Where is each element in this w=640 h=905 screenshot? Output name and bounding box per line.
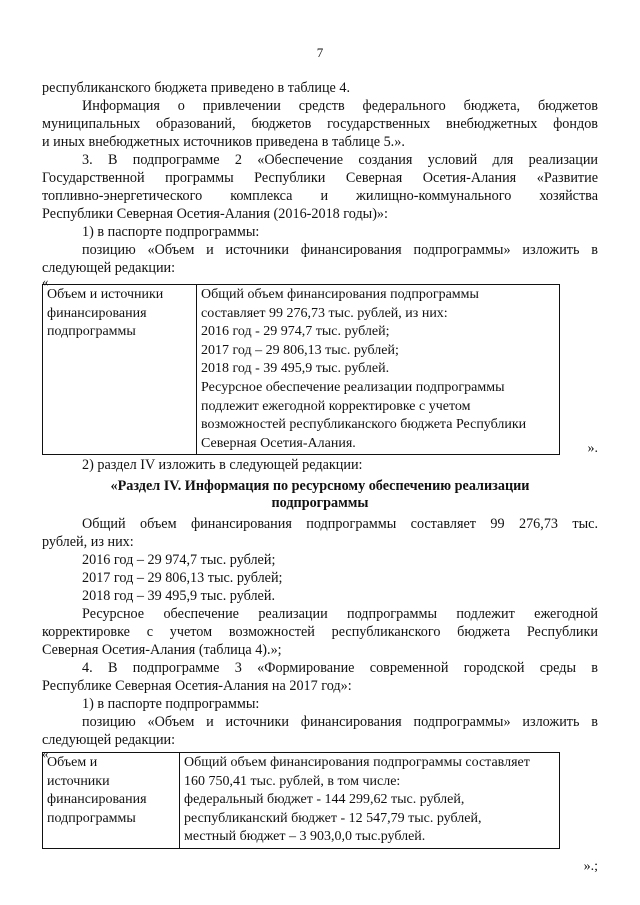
cell-line: Объем и источники [47, 287, 164, 302]
cell-line: Ресурсное обеспечение реализации подпрограммы [201, 379, 505, 395]
cell-line: 160 750,41 тыс. рублей, в том числе: [184, 773, 401, 789]
paragraph-line: 2017 год – 29 806,13 тыс. рублей; [82, 570, 283, 586]
cell-line: подпрограммы [47, 324, 136, 340]
paragraph-line: топливно-энергетического комплекса и жилищно-коммунального хозяйства [42, 188, 598, 204]
paragraph-line: позицию «Объем и источники финансирования подпрограммы» изложить в [82, 714, 598, 730]
paragraph-line: Ресурсное обеспечение реализации подпрограммы подлежит ежегодной [82, 606, 598, 622]
paragraph-line: Республики Северная Осетия-Алания (2016-2018 годы)»: [42, 206, 388, 222]
passport-table-2 [42, 752, 560, 849]
passport-value-cell [197, 285, 560, 455]
passport-label-cell [43, 285, 197, 455]
paragraph-line: Государственной программы Республики Северная Осетия-Алания «Развитие [42, 170, 598, 186]
section-heading: подпрограммы [271, 495, 369, 511]
paragraph-line: Общий объем финансирования подпрограммы составляет 99 276,73 тыс. [82, 516, 598, 532]
cell-line: Общий объем финансирования подпрограммы [201, 287, 479, 302]
cell-line: Северная Осетия-Алания. [201, 435, 356, 451]
cell-line: Общий объем финансирования подпрограммы составляет [184, 755, 530, 770]
paragraph-line: 2016 год – 29 974,7 тыс. рублей; [82, 552, 276, 568]
paragraph-line: муниципальных образований, бюджетов государственных внебюджетных фондов [42, 116, 598, 132]
passport-table-1 [42, 284, 560, 455]
cell-line: подлежит ежегодной корректировке с учетом [201, 398, 471, 414]
passport-value-cell [180, 753, 560, 849]
opening-quote: « [42, 746, 49, 761]
paragraph-line: республиканского бюджета приведено в таблице 4. [42, 80, 351, 96]
paragraph-line: следующей редакции: [42, 732, 176, 748]
closing-quote: ».; [583, 859, 598, 874]
paragraph-line: позицию «Объем и источники финансирования подпрограммы» изложить в [82, 242, 598, 258]
paragraph-line: Северная Осетия-Алания (таблица 4).»; [42, 642, 282, 658]
cell-line: финансирования [47, 792, 147, 808]
paragraph-line: 1) в паспорте подпрограммы: [82, 224, 260, 240]
page-number: 7 [316, 45, 324, 60]
cell-line: республиканский бюджет - 12 547,79 тыс. рублей, [184, 810, 482, 826]
passport-label-cell [43, 753, 180, 849]
cell-line: Объем и [47, 755, 98, 770]
section-heading: «Раздел IV. Информация по ресурсному обеспечению реализации [110, 478, 530, 494]
cell-line: составляет 99 276,73 тыс. рублей, из них: [201, 305, 448, 321]
cell-line: финансирования [47, 305, 147, 321]
paragraph-line: Информация о привлечении средств федерального бюджета, бюджетов [82, 98, 598, 114]
paragraph-line: и иных внебюджетных источников приведена в таблице 5.». [42, 134, 405, 150]
paragraph-line: 2018 год – 39 495,9 тыс. рублей. [82, 588, 275, 604]
cell-line: федеральный бюджет - 144 299,62 тыс. рублей, [184, 792, 465, 808]
paragraph-line: 3. В подпрограмме 2 «Обеспечение создания условий для реализации [82, 152, 598, 168]
cell-line: 2018 год - 39 495,9 тыс. рублей. [201, 361, 390, 377]
paragraph-line: следующей редакции: [42, 260, 176, 276]
paragraph-line: корректировке с учетом возможностей республиканского бюджета Республики [42, 624, 598, 640]
opening-quote: « [42, 274, 49, 289]
cell-line: источники [47, 773, 110, 789]
paragraph-line: рублей, из них: [42, 534, 134, 550]
cell-line: 2016 год - 29 974,7 тыс. рублей; [201, 324, 390, 340]
paragraph-line: 4. В подпрограмме 3 «Формирование современной городской среды в [82, 660, 598, 676]
paragraph-line: 2) раздел IV изложить в следующей редакции: [82, 457, 363, 473]
closing-quote: ». [587, 441, 598, 456]
cell-line: 2017 год – 29 806,13 тыс. рублей; [201, 342, 399, 358]
paragraph-line: 1) в паспорте подпрограммы: [82, 696, 260, 712]
cell-line: возможностей республиканского бюджета Республики [201, 417, 527, 433]
cell-line: подпрограммы [47, 810, 136, 826]
paragraph-line: Республике Северная Осетия-Алания на 2017 год»: [42, 678, 352, 694]
cell-line: местный бюджет – 3 903,0,0 тыс.рублей. [184, 829, 426, 845]
